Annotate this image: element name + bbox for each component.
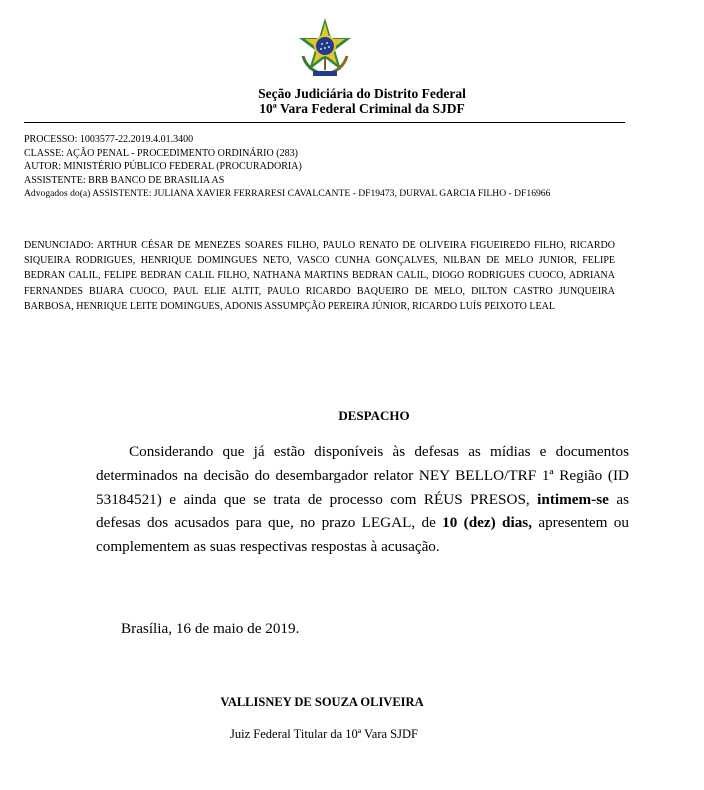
assistant-lawyers: Advogados do(a) ASSISTENTE: JULIANA XAVIER FERRARESI CAVALCANTE - DF19473, DURVAL GARCIA FILHO - DF16966 [24, 188, 551, 200]
despacho-body [96, 440, 629, 559]
paragraph-part-1: Considerando que já estão disponíveis às defesas as mídias e documentos determinados na decisão do desembargador relator NEY BELLO/TRF 1ª Região (ID 53184521) e ainda que se trata de processo com RÉUS PRESOS, [96, 443, 629, 508]
signer-name: VALLISNEY DE SOUZA OLIVEIRA [220, 695, 424, 709]
court-name: Seção Judiciária do Distrito Federal [258, 86, 466, 101]
court-header [0, 86, 704, 116]
deadline-term: 10 (dez) dias, [442, 514, 533, 532]
paragraph-part-2: as defesas dos acusados para que, no prazo LEGAL, de [96, 490, 630, 532]
intimation-term: intimem-se [537, 490, 609, 508]
signer-title: Juiz Federal Titular da 10ª Vara SJDF [230, 727, 418, 741]
coat-of-arms-icon [293, 16, 357, 80]
case-class: CLASSE: AÇÃO PENAL - PROCEDIMENTO ORDINÁRIO (283) [24, 147, 298, 159]
header-divider [24, 122, 625, 123]
document-date: Brasília, 16 de maio de 2019. [121, 620, 300, 637]
despacho-paragraph [96, 440, 629, 559]
case-metadata [24, 133, 614, 201]
paragraph-part-3: apresentem ou complementem as suas respectivas respostas à acusação. [96, 514, 629, 556]
section-title: DESPACHO [338, 408, 410, 423]
case-author: AUTOR: MINISTÉRIO PÚBLICO FEDERAL (PROCURADORIA) [24, 161, 302, 173]
case-assistant: ASSISTENTE: BRB BANCO DE BRASILIA AS [24, 174, 225, 186]
defendants-list: DENUNCIADO: ARTHUR CÉSAR DE MENEZES SOARES FILHO, PAULO RENATO DE OLIVEIRA FIGUEIREDO FILHO, RICARDO SIQUEIRA RODRIGUES, HENRIQUE DOMINGUES NETO, VASCO CUNHA GONÇALVES, NILBAN DE MELO JUNIOR, FELIPE BEDRAN CALIL, FELIPE BEDRAN CALIL FILHO, NATHANA MARTINS BEDRAN CALIL, DIOGO RODRIGUES CUOCO, ADRIANA FERNANDES BIJARA CUOCO, PAUL ELIE ALTIT, PAULO RICARDO BAQUEIRO DE MELO, DILTON CASTRO JUNQUEIRA BARBOSA, HENRIQUE LEITE DOMINGUES, ADONIS ASSUMPÇÃO PEREIRA JÚNIOR, RICARDO LUÍS PEIXOTO LEAL [24, 240, 615, 312]
court-division: 10ª Vara Federal Criminal da SJDF [259, 101, 465, 116]
process-number: PROCESSO: 1003577-22.2019.4.01.3400 [24, 134, 194, 145]
